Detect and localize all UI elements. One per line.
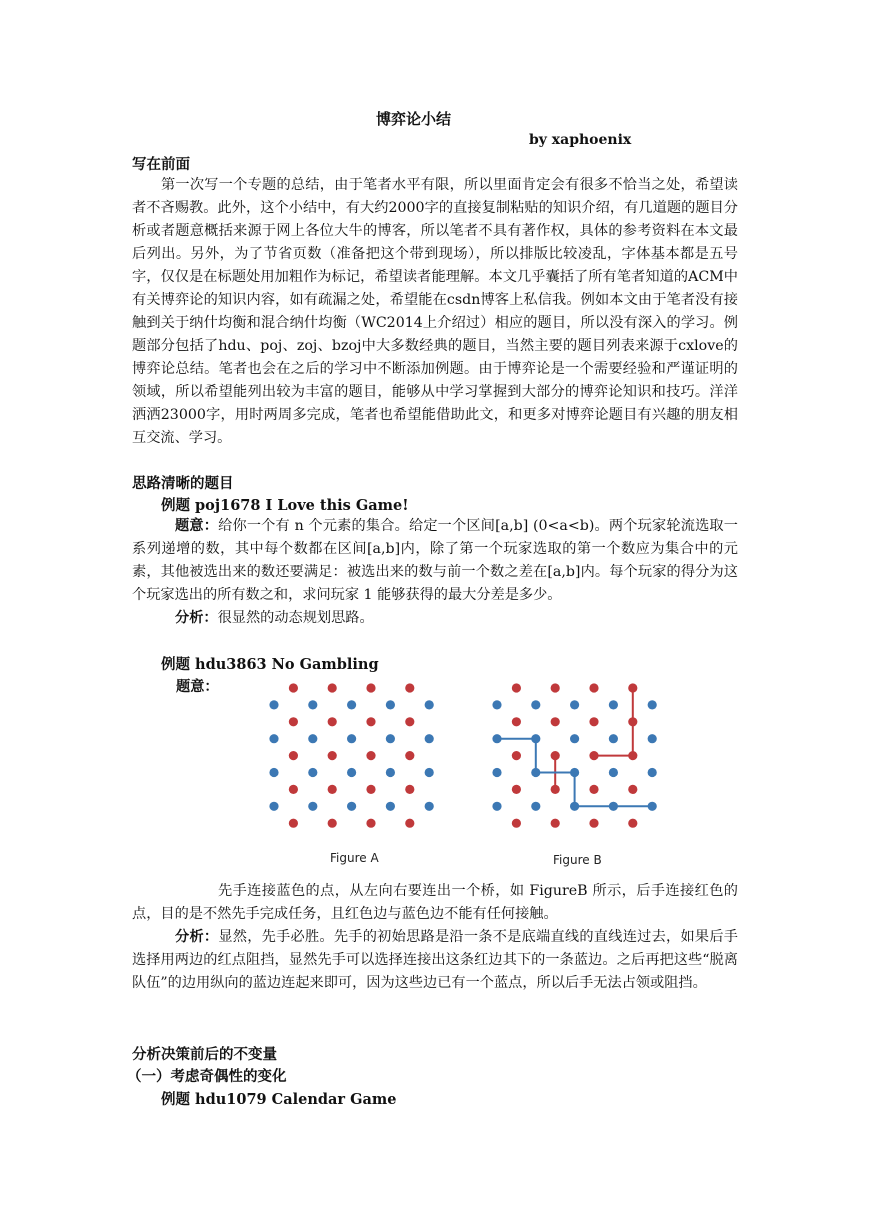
blue-dot: [570, 802, 579, 811]
blue-dot: [308, 802, 317, 811]
red-dot: [551, 683, 560, 692]
blue-dot: [425, 768, 434, 777]
blue-dot: [609, 700, 618, 709]
red-dot: [366, 785, 375, 794]
blue-dot: [425, 700, 434, 709]
problem-label: 题意：: [175, 518, 219, 534]
red-dot: [366, 751, 375, 760]
blue-dot: [648, 802, 657, 811]
red-dot: [551, 751, 560, 760]
blue-dot: [386, 700, 395, 709]
blue-dot: [308, 700, 317, 709]
example-description-hdu3863: 先手连接蓝色的点，从左向右要连出一个桥，如 FigureB 所示，后手连接红色的点，目的是不然先手完成任务，且红色边与蓝色边不能有任何接触。: [132, 883, 738, 922]
blue-dot: [531, 734, 540, 743]
preface-paragraph: 第一次写一个专题的总结，由于笔者水平有限，所以里面肯定会有很多不恰当之处，希望读者不吝赐教。此外，这个小结中，有大约2000字的直接复制粘贴的知识介绍，有几道题的题目分析或者题意概括来源于网上各位大牛的博客，所以笔者不具有著作权，具体的参考资料在本文最后列出。另外，为了节省页数（准备把这个带到现场），所以排版比较凌乱，字体基本都是五号字，仅仅是在标题处用加粗作为标记，希望读者能理解。本文几乎囊括了所有笔者知道的ACM中有关博弈论的知识内容，如有疏漏之处，希望能在csdn博客上私信我。例如本文由于笔者没有接触到关于纳什均衡和混合纳什均衡（WC2014上介绍过）相应的题目，所以没有深入的学习。例题部分包括了hdu、poj、zoj、bzoj中大多数经典的题目，当然主要的题目列表来源于cxlove的博弈论总结。笔者也会在之后的学习中不断添加例题。由于博弈论是一个需要经验和严谨证明的领域，所以希望能列出较为丰富的题目，能够从中学习掌握到大部分的博弈论知识和技巧。洋洋洒洒23000字，用时两周多完成，笔者也希望能借助此文，和更多对博弈论题目有兴趣的朋友相互交流、学习。: [132, 177, 738, 446]
red-dot: [405, 785, 414, 794]
author-byline: by xaphoenix: [529, 132, 632, 148]
red-dot: [589, 717, 598, 726]
red-dot: [289, 819, 298, 828]
red-dot: [328, 751, 337, 760]
red-dot: [589, 819, 598, 828]
section-heading-invariants: 分析决策前后的不变量: [132, 1046, 277, 1063]
analysis-text: 显然，先手必胜。先手的初始思路是沿一条不是底端直线的直线连过去，如果后手选择用两边的红点阻挡，显然先手可以选择连接出这条红边其下的一条蓝边。之后再把这些“脱离队伍”的边用纵向的蓝边连起来即可，因为这些边已有一个蓝点，所以后手无法占领或阻挡。: [132, 929, 738, 991]
red-dot: [366, 717, 375, 726]
red-dot: [512, 717, 521, 726]
analysis-label: 分析：: [175, 929, 219, 945]
red-dot: [289, 751, 298, 760]
red-dot: [512, 683, 521, 692]
blue-dot: [648, 700, 657, 709]
red-dot: [551, 717, 560, 726]
blue-dot: [492, 802, 501, 811]
figure-a-caption: Figure A: [330, 851, 379, 865]
analysis-text: 很显然的动态规划思路。: [217, 610, 374, 626]
figure-b-caption: Figure B: [553, 853, 602, 867]
red-dot: [512, 785, 521, 794]
example-title-poj1678: 例题 poj1678 I Love this Game!: [161, 497, 409, 514]
blue-dot: [347, 802, 356, 811]
red-dot: [628, 785, 637, 794]
red-dot: [289, 785, 298, 794]
blue-dot: [570, 768, 579, 777]
blue-dot: [347, 734, 356, 743]
blue-dot: [609, 768, 618, 777]
red-dot: [366, 819, 375, 828]
blue-dot: [308, 768, 317, 777]
red-dot: [628, 751, 637, 760]
red-dot: [328, 819, 337, 828]
blue-dot: [492, 734, 501, 743]
blue-dot: [308, 734, 317, 743]
red-dot: [628, 683, 637, 692]
red-dot: [589, 683, 598, 692]
blue-dot: [269, 700, 278, 709]
figure-b-board: [492, 683, 656, 827]
red-dot: [551, 785, 560, 794]
section-heading-clear-problems: 思路清晰的题目: [132, 475, 234, 492]
blue-dot: [386, 768, 395, 777]
blue-dot: [570, 700, 579, 709]
analysis-label: 分析：: [175, 610, 218, 626]
red-dot: [589, 785, 598, 794]
blue-dot: [609, 734, 618, 743]
blue-dot: [347, 768, 356, 777]
blue-dot: [492, 768, 501, 777]
example-analysis-hdu3863: [132, 926, 738, 995]
blue-dot: [386, 734, 395, 743]
red-dot: [328, 717, 337, 726]
blue-dot: [269, 734, 278, 743]
problem-label: 题意：: [176, 679, 219, 695]
blue-dot: [531, 802, 540, 811]
red-dot: [551, 819, 560, 828]
red-dot: [512, 819, 521, 828]
blue-dot: [570, 734, 579, 743]
problem-text: 给你一个有 n 个元素的集合。给定一个区间[a,b] (0<a<b)。两个玩家轮流选取一系列递增的数，其中每个数都在区间[a,b]内，除了第一个玩家选取的第一个数应为集合中的元素，其他被选出来的数还要满足：被选出来的数与前一个数之差在[a,b]内。每个玩家的得分为这个玩家选出的所有数之和，求问玩家 1 能够获得的最大分差是多少。: [132, 518, 738, 603]
red-dot: [405, 717, 414, 726]
blue-dot: [492, 700, 501, 709]
blue-dot: [648, 734, 657, 743]
red-dot: [328, 785, 337, 794]
figure-a-board: [269, 683, 433, 827]
blue-dot: [425, 734, 434, 743]
blue-dot: [269, 802, 278, 811]
red-dot: [405, 819, 414, 828]
subsection-heading-parity: （一）考虑奇偶性的变化: [127, 1068, 287, 1085]
red-dot: [289, 683, 298, 692]
red-dot: [628, 819, 637, 828]
blue-dot: [609, 802, 618, 811]
blue-dot: [648, 768, 657, 777]
red-dot: [589, 751, 598, 760]
red-dot: [628, 717, 637, 726]
red-dot: [289, 717, 298, 726]
blue-dot: [531, 768, 540, 777]
red-dot: [328, 683, 337, 692]
blue-dot: [269, 768, 278, 777]
blue-dot: [347, 700, 356, 709]
document-title: 博弈论小结: [376, 110, 452, 128]
red-dot: [405, 751, 414, 760]
red-dot: [405, 683, 414, 692]
example-title-hdu1079: 例题 hdu1079 Calendar Game: [161, 1091, 397, 1108]
red-dot: [366, 683, 375, 692]
section-heading-preface: 写在前面: [132, 156, 190, 173]
blue-dot: [425, 802, 434, 811]
blue-dot: [531, 700, 540, 709]
blue-dot: [386, 802, 395, 811]
example-title-hdu3863: 例题 hdu3863 No Gambling: [161, 656, 379, 673]
red-dot: [512, 751, 521, 760]
